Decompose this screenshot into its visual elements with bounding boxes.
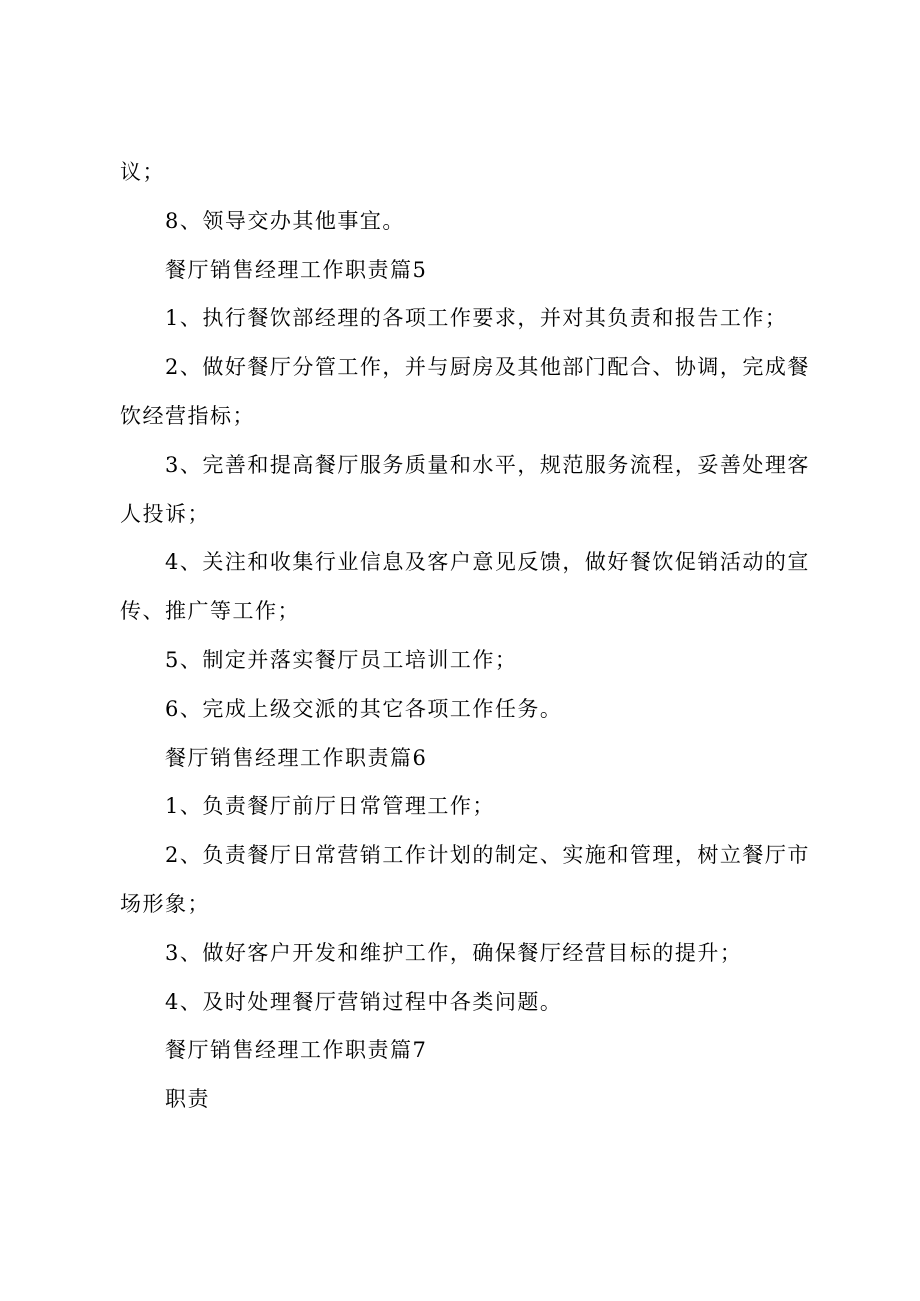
- section-heading: 餐厅销售经理工作职责篇5: [165, 257, 428, 282]
- list-item: 2、做好餐厅分管工作，并与厨房及其他部门配合、协调，完成餐: [165, 355, 810, 380]
- list-item: 5、制定并落实餐厅员工培训工作；: [165, 647, 518, 672]
- list-item: 4、关注和收集行业信息及客户意见反馈，做好餐饮促销活动的宣: [165, 550, 810, 575]
- list-item-continuation: 人投诉；: [120, 501, 210, 526]
- list-item: 2、负责餐厅日常营销工作计划的制定、实施和管理，树立餐厅市: [165, 843, 810, 868]
- list-item: 6、完成上级交派的其它各项工作任务。: [165, 696, 563, 721]
- list-item: 3、完善和提高餐厅服务质量和水平，规范服务流程，妥善处理客: [165, 452, 810, 477]
- list-item-continuation: 饮经营指标；: [120, 403, 255, 428]
- document-body: [120, 148, 840, 1124]
- section-heading: 餐厅销售经理工作职责篇6: [165, 745, 428, 770]
- list-item-continuation: 传、推广等工作；: [120, 599, 300, 624]
- paragraph-continuation-line: 议；: [120, 160, 165, 184]
- list-item: 4、及时处理餐厅营销过程中各类问题。: [165, 989, 563, 1014]
- subsection-heading: 职责: [165, 1087, 210, 1112]
- list-item: 1、负责餐厅前厅日常管理工作；: [165, 794, 495, 819]
- list-item-continuation: 场形象；: [120, 891, 210, 916]
- list-item: 1、执行餐饮部经理的各项工作要求，并对其负责和报告工作；: [165, 306, 788, 331]
- list-item: 8、领导交办其他事宜。: [165, 208, 405, 233]
- section-heading: 餐厅销售经理工作职责篇7: [165, 1038, 428, 1063]
- list-item: 3、做好客户开发和维护工作，确保餐厅经营目标的提升；: [165, 940, 743, 965]
